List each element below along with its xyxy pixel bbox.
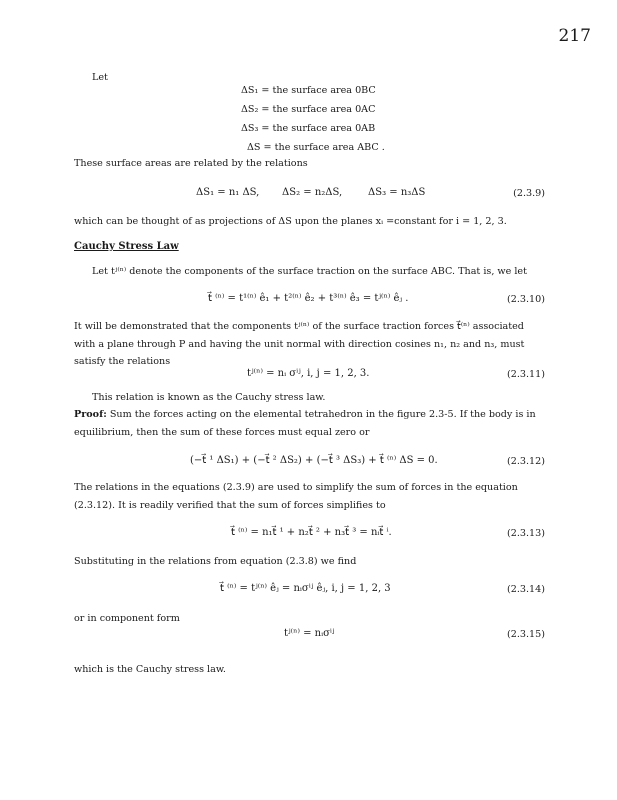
equation-2-3-10-number: (2.3.10): [506, 294, 545, 305]
definition-3-rhs: the surface area 0AB: [272, 123, 376, 134]
paragraph-traction-def: Let tʲ⁽ⁿ⁾ denote the components of the surface traction on the surface ABC. That is, we let: [92, 266, 527, 277]
equation-2-3-9-part-b: ΔS₂ = n₂ΔS,: [282, 187, 343, 198]
equation-2-3-11-number: (2.3.11): [506, 369, 545, 380]
definition-1-lhs: ΔS₁ =: [241, 85, 270, 96]
definition-2-rhs: the surface area 0AC: [272, 104, 376, 115]
equation-2-3-9-part-c: ΔS₃ = n₃ΔS: [368, 187, 426, 198]
paragraph-simplify: The relations in the equations (2.3.9) are used to simplify the sum of forces in the equation (2.3.12). It is readily verified that the sum of forces simplifies to: [74, 482, 518, 511]
paragraph-substituting: Substituting in the relations from equation (2.3.8) we find: [74, 556, 357, 567]
definition-1: [241, 85, 376, 97]
equation-2-3-12-expression: (−t⃗ ¹ ΔS₁) + (−t⃗ ² ΔS₂) + (−t⃗ ³ ΔS₃) + t⃗ ⁽ⁿ⁾ ΔS = 0.: [190, 455, 438, 466]
definition-2: [241, 104, 375, 116]
equation-2-3-9-part-a: ΔS₁ = n₁ ΔS,: [196, 187, 260, 198]
let-text: Let: [92, 72, 108, 83]
equation-2-3-10-expression: t⃗ ⁽ⁿ⁾ = t¹⁽ⁿ⁾ ê₁ + t²⁽ⁿ⁾ ê₂ + t³⁽ⁿ⁾ ê₃ = tʲ⁽ⁿ⁾ êⱼ .: [208, 293, 409, 304]
equation-2-3-14-expression: t⃗ ⁽ⁿ⁾ = tʲ⁽ⁿ⁾ êⱼ = nᵢσⁱʲ êⱼ, i, j = 1, 2, 3: [220, 583, 391, 594]
definition-4-lhs: ΔS =: [247, 142, 272, 153]
equation-2-3-9-number: (2.3.9): [513, 188, 545, 199]
proof-paragraph: [74, 406, 546, 441]
paragraph-component-form: or in component form: [74, 613, 180, 624]
definition-3: [241, 123, 375, 135]
equation-2-3-14-number: (2.3.14): [506, 584, 545, 595]
paragraph-relations-intro: These surface areas are related by the relations: [74, 158, 308, 169]
paragraph-conclusion: which is the Cauchy stress law.: [74, 664, 226, 675]
equation-2-3-15-number: (2.3.15): [506, 629, 545, 640]
definition-4-rhs: the surface area ABC .: [274, 142, 385, 153]
equation-2-3-13-expression: t⃗ ⁽ⁿ⁾ = n₁t⃗ ¹ + n₂t⃗ ² + n₃t⃗ ³ = nᵢt⃗ ⁱ.: [231, 527, 392, 538]
definition-1-rhs: the surface area 0BC: [272, 85, 376, 96]
equation-2-3-15-expression: tʲ⁽ⁿ⁾ = nᵢσⁱʲ: [284, 628, 335, 639]
equation-2-3-13-number: (2.3.13): [506, 528, 545, 539]
definition-3-lhs: ΔS₃ =: [241, 123, 270, 134]
paragraph-cauchy-known: This relation is known as the Cauchy stress law.: [92, 392, 326, 403]
paragraph-demonstration: It will be demonstrated that the components tʲ⁽ⁿ⁾ of the surface traction forces t⃗⁽ⁿ⁾ associated with a plane through P and having the unit normal with direction cosines n₁, n₂ and n₃, must satisfy the relations: [74, 321, 525, 367]
proof-text: Sum the forces acting on the elemental tetrahedron in the figure 2.3-5. If the body is in equilibrium, then the sum of these forces must equal zero or: [74, 409, 536, 438]
equation-2-3-12-number: (2.3.12): [506, 456, 545, 467]
page-number: 217: [558, 26, 591, 46]
section-title: Cauchy Stress Law: [74, 241, 179, 252]
paragraph-projections: which can be thought of as projections of ΔS upon the planes xᵢ =constant for i = 1, 2, 3.: [74, 216, 507, 227]
definition-4: [247, 142, 385, 154]
proof-label: Proof:: [74, 409, 107, 420]
equation-2-3-11-expression: tʲ⁽ⁿ⁾ = nᵢ σⁱʲ, i, j = 1, 2, 3.: [247, 368, 370, 379]
definition-2-lhs: ΔS₂ =: [241, 104, 270, 115]
